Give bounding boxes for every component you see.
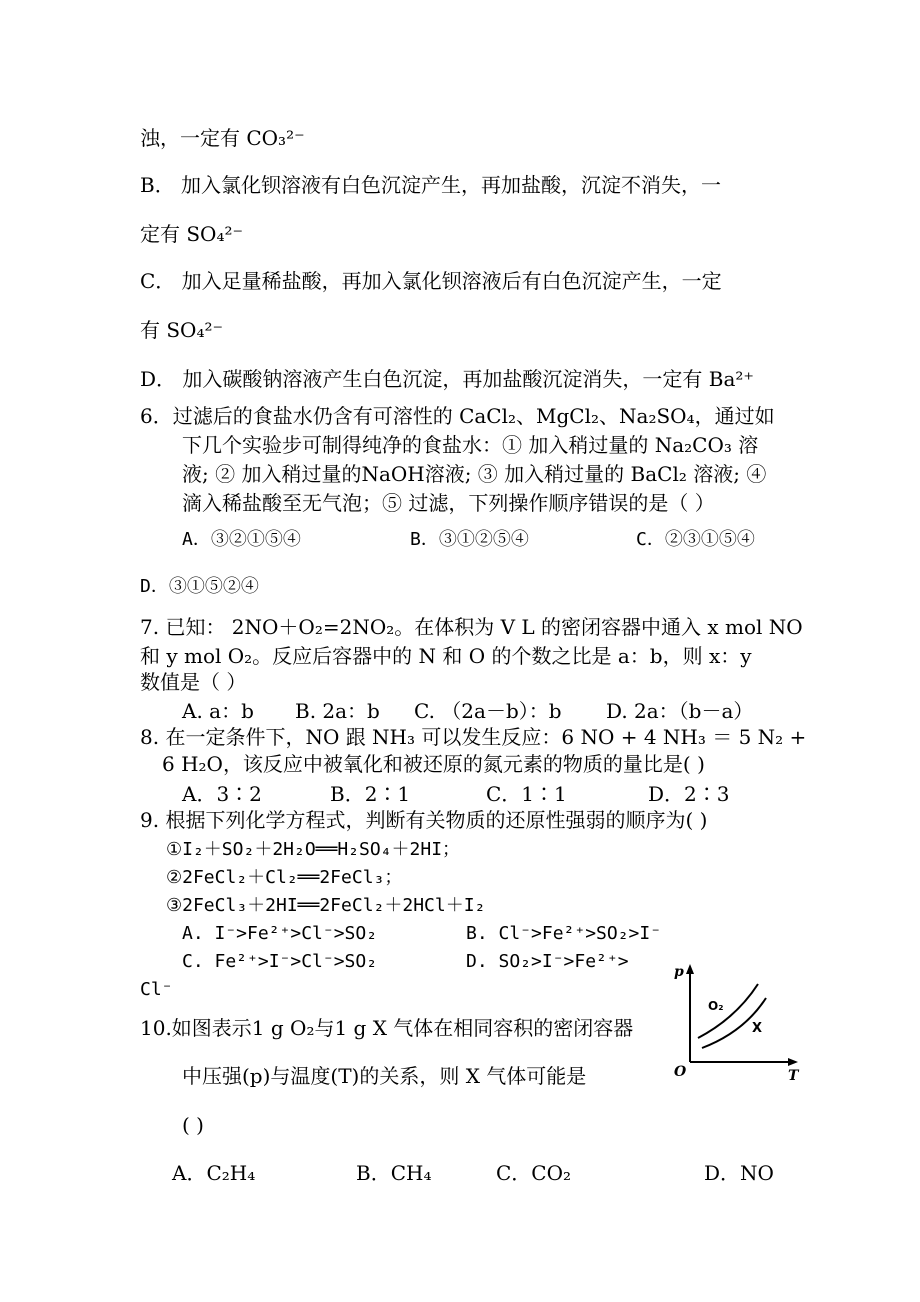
q7-option-b: B. 2a：b [295,699,380,723]
q5-option-b-continuation: 定有 SO₄²⁻ [140,222,244,246]
q9-equation-1: ①I₂＋SO₂＋2H₂O══H₂SO₄＋2HI； [166,839,461,860]
q10-option-d: D．NO [704,1161,774,1185]
q10-option-a: A．C₂H₄ [172,1161,256,1185]
q7-stem-line2: 和 y mol O₂。反应后容器中的 N 和 O 的个数之比是 a：b，则 x：y [140,644,752,668]
q8-option-b: B．2∶1 [330,782,411,806]
q10-option-c: C．CO₂ [496,1161,572,1185]
x-axis-arrow [788,1058,798,1066]
q7-option-d: D. 2a：（b－a） [606,699,754,723]
q9-equation-2: ②2FeCl₂＋Cl₂══2FeCl₃； [166,867,403,888]
axis-label-p: p [674,964,684,980]
q6-option-b: B．③①②⑤④ [410,529,529,550]
q6-option-c: C．②③①⑤④ [636,529,755,550]
q5-option-b: B． 加入氯化钡溶液有白色沉淀产生，再加盐酸，沉淀不消失，一 [140,173,722,197]
q6-stem-line1: 6．过滤后的食盐水仍含有可溶性的 CaCl₂、MgCl₂、Na₂SO₄，通过如 [140,404,775,428]
q8-stem-line1: 8. 在一定条件下，NO 跟 NH₃ 可以发生反应：6 NO + 4 NH₃ ＝ 5 N₂ + [140,725,807,749]
q9-option-c: C. Fe²⁺>I⁻>Cl⁻>SO₂ [182,951,378,972]
y-axis-arrow [686,964,694,974]
curve-o2 [698,984,758,1038]
q7-stem-line3: 数值是（ ） [140,670,247,694]
pressure-temperature-graph [668,962,808,1082]
q7-option-a: A. a：b [182,699,254,723]
q10-stem-line3: ( ) [182,1113,204,1137]
q10-stem-line1: 10.如图表示1 g O₂与1 g X 气体在相同容积的密闭容器 [140,1016,634,1040]
q6-stem-line2: 下几个实验步可制得纯净的食盐水：① 加入稍过量的 Na₂CO₃ 溶 [182,433,759,457]
q9-stem: 9. 根据下列化学方程式，判断有关物质的还原性强弱的顺序为( ) [140,808,708,832]
q9-equation-3: ③2FeCl₃＋2HI══2FeCl₂＋2HCl＋I₂ [166,895,486,916]
q5-option-c-continuation: 有 SO₄²⁻ [140,318,224,342]
q7-stem-line1: 7. 已知： 2NO＋O₂=2NO₂。在体积为 V L 的密闭容器中通入 x mol NO [140,615,803,639]
q9-option-d: D. SO₂>I⁻>Fe²⁺> [466,951,629,972]
q6-option-d: D．③①⑤②④ [140,576,259,597]
q10-option-b: B．CH₄ [356,1161,432,1185]
q7-option-c: C. （2a－b）：b [414,699,562,723]
q8-stem-line2: 6 H₂O，该反应中被氧化和被还原的氮元素的物质的量比是( ) [162,752,705,776]
axis-label-t: T [788,1068,799,1082]
q6-stem-line3: 液; ② 加入稍过量的NaOH溶液; ③ 加入稍过量的 BaCl₂ 溶液; ④ [182,462,767,486]
q8-option-a: A．3∶2 [182,782,262,806]
origin-label: O [674,1064,687,1080]
curve-label-o2: O₂ [708,999,724,1013]
q6-option-a: A．③②①⑤④ [182,529,301,550]
q10-stem-line2: 中压强(p)与温度(T)的关系，则 X 气体可能是 [182,1064,587,1088]
q8-option-d: D．2∶3 [648,782,730,806]
q9-option-a: A. I⁻>Fe²⁺>Cl⁻>SO₂ [182,923,378,944]
q5-a-continuation: 浊，一定有 CO₃²⁻ [140,126,305,150]
q8-option-c: C．1∶1 [486,782,567,806]
curve-label-x: X [752,1021,763,1036]
q5-option-d: D． 加入碳酸钠溶液产生白色沉淀，再加盐酸沉淀消失，一定有 Ba²⁺ [140,367,754,391]
q9-option-b: B. Cl⁻>Fe²⁺>SO₂>I⁻ [466,923,662,944]
q9-option-d-continuation: Cl⁻ [140,979,173,1000]
q5-option-c: C． 加入足量稀盐酸，再加入氯化钡溶液后有白色沉淀产生，一定 [140,269,722,293]
q6-stem-line4: 滴入稀盐酸至无气泡；⑤ 过滤，下列操作顺序错误的是（ ） [182,491,715,515]
